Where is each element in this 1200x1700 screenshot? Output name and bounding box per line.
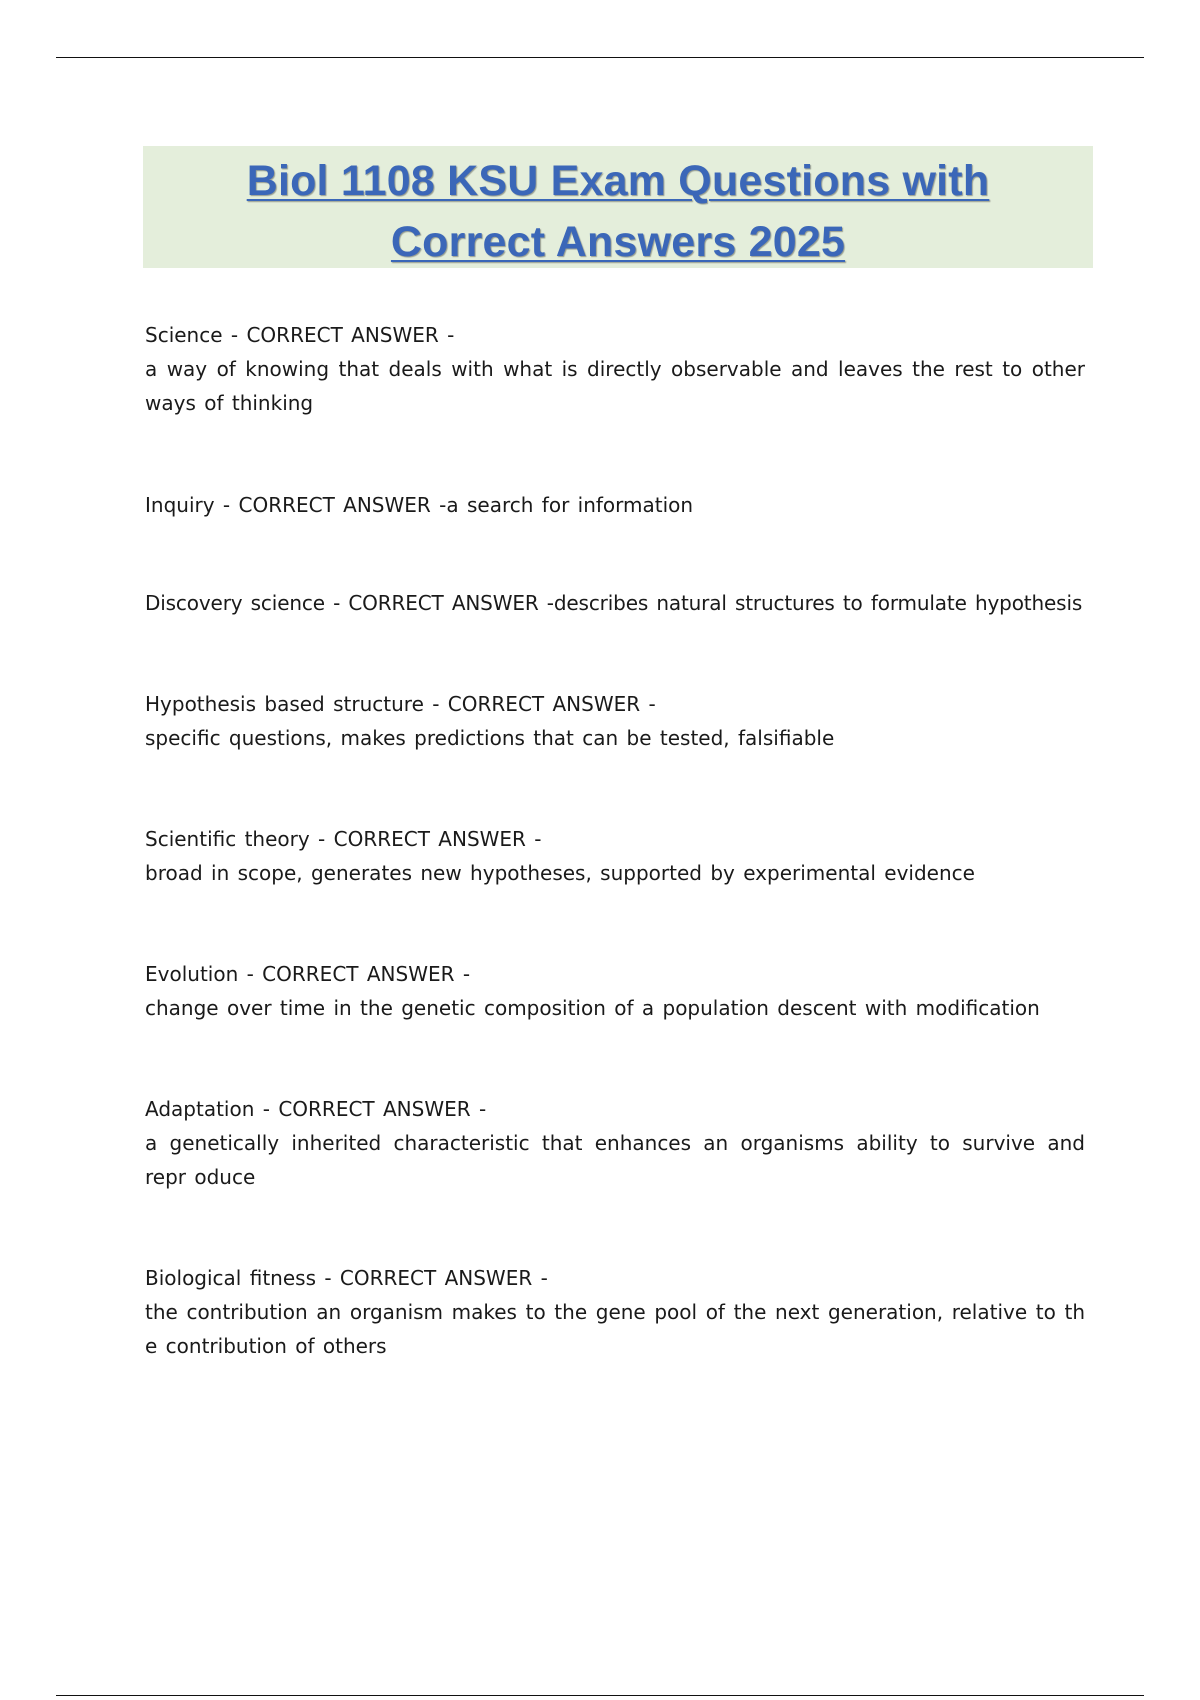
term-line: Scientific theory - CORRECT ANSWER - (145, 827, 542, 851)
qa-entry-hypothesis-based-structure (145, 687, 1085, 755)
definition: specific questions, makes predictions that can be tested, falsifiable (145, 726, 835, 750)
qa-entry-scientific-theory (145, 822, 1085, 890)
title-text-2: Correct Answers 2025 (390, 218, 846, 266)
definition: a genetically inherited characteristic that enhances an organisms ability to survive and repr oduce (145, 1131, 1085, 1189)
term-line: Science - CORRECT ANSWER - (145, 323, 455, 347)
definition: broad in scope, generates new hypotheses, supported by experimental evidence (145, 861, 975, 885)
title-banner (143, 146, 1093, 268)
definition: the contribution an organism makes to the gene pool of the next generation, relative to th e contribution of others (145, 1300, 1085, 1358)
qa-entry-evolution (145, 957, 1085, 1025)
qa-entry-biological-fitness (145, 1261, 1085, 1363)
top-rule (56, 57, 1144, 58)
term-line: Evolution - CORRECT ANSWER - (145, 962, 471, 986)
term-line: Adaptation - CORRECT ANSWER - (145, 1097, 487, 1121)
title-line-1 (143, 151, 1093, 212)
qa-entry-adaptation (145, 1092, 1085, 1194)
qa-entry-discovery-science (145, 586, 1085, 620)
term-line: Inquiry - CORRECT ANSWER -a search for information (145, 493, 694, 517)
term-line: Hypothesis based structure - CORRECT ANSWER - (145, 692, 656, 716)
qa-entry-inquiry (145, 488, 1085, 522)
bottom-rule (56, 1695, 1144, 1696)
definition: a way of knowing that deals with what is directly observable and leaves the rest to other ways of thinking (145, 357, 1085, 415)
title-line-2 (143, 212, 1093, 273)
term-line: Biological fitness - CORRECT ANSWER - (145, 1266, 548, 1290)
title-text-1: Biol 1108 KSU Exam Questions with (246, 157, 990, 205)
term-line: Discovery science - CORRECT ANSWER -describes natural structures to formulate hypothesis (145, 591, 1083, 615)
definition: change over time in the genetic composition of a population descent with modification (145, 996, 1040, 1020)
qa-entry-science (145, 318, 1085, 420)
